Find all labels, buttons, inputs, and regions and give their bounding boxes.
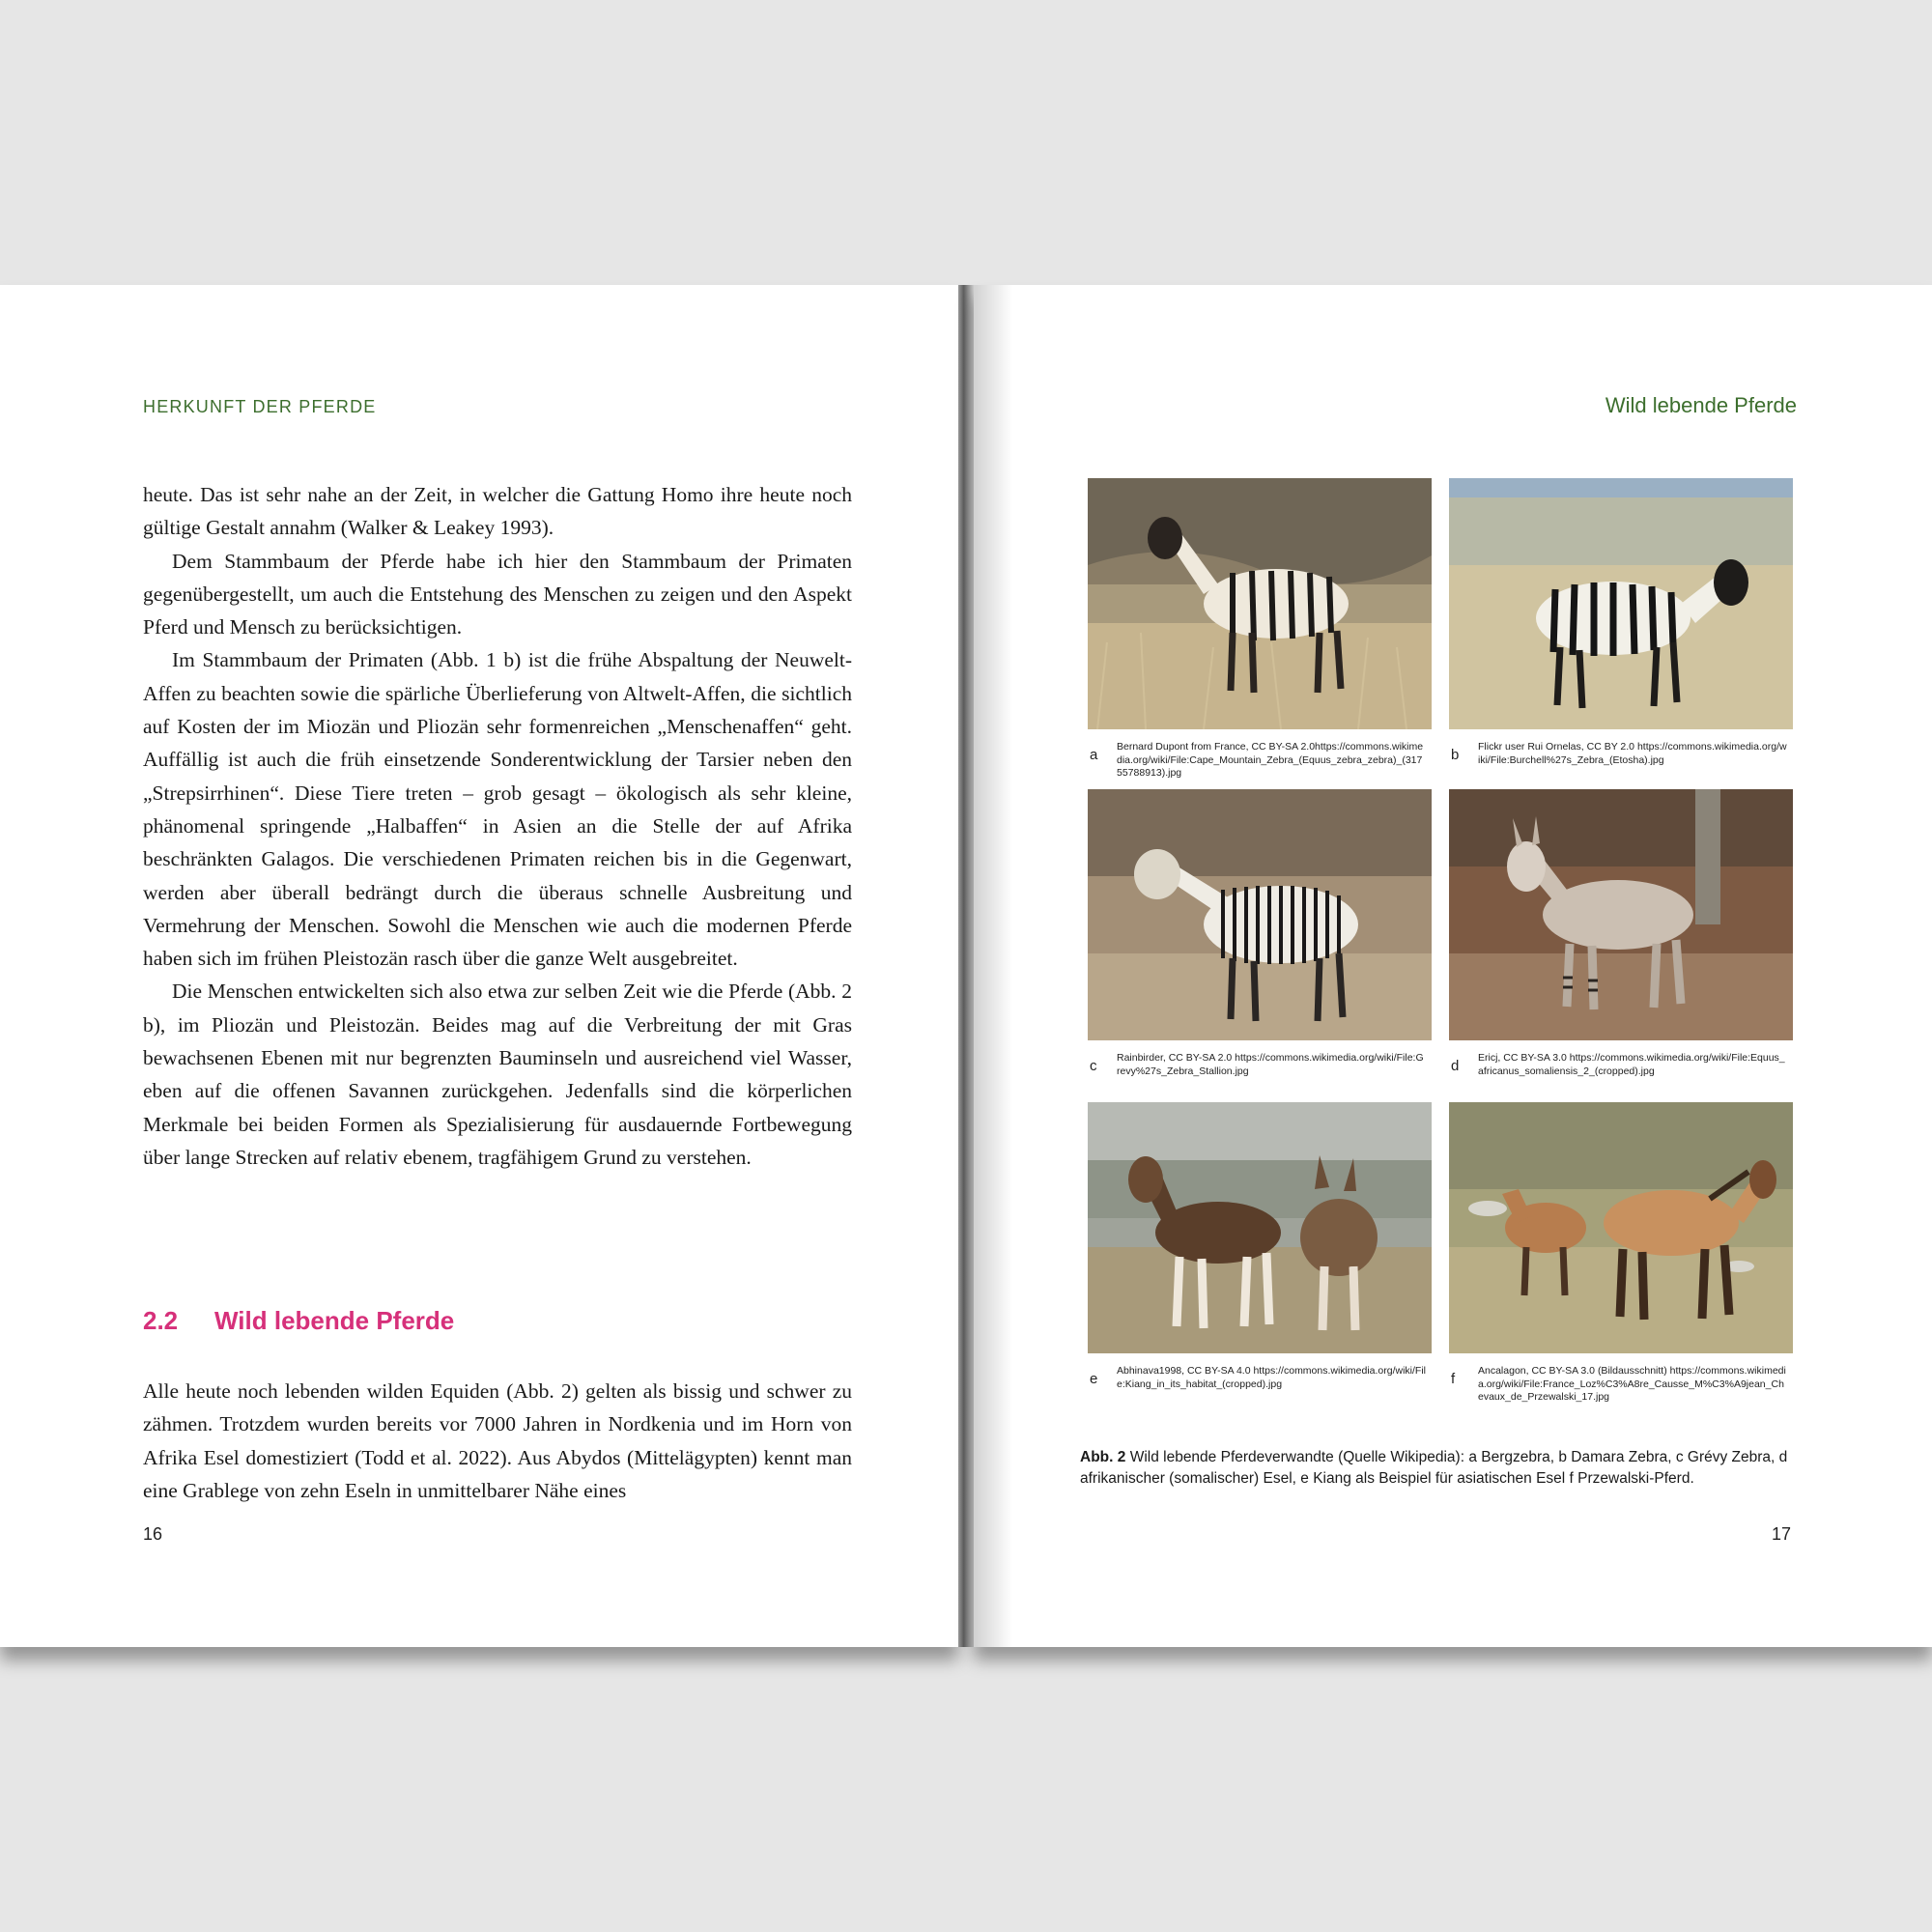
somali-donkey-image xyxy=(1449,789,1793,1040)
credit-letter-f: f xyxy=(1451,1371,1456,1387)
photo-b-plains-zebra xyxy=(1449,478,1793,729)
book-gutter xyxy=(958,285,974,1647)
page-number-left: 16 xyxy=(143,1524,163,1544)
caption-text: Wild lebende Pferdeverwandte (Quelle Wikipedia): a Bergzebra, b Damara Zebra, c Grévy Zebra, d afrikanischer (somalischer) Esel, e Kiang als Beispiel für asiatischen Esel f Przewalski-Pferd. xyxy=(1080,1449,1788,1487)
credit-text-b: Flickr user Rui Ornelas, CC BY 2.0 https://commons.wikimedia.org/wiki/File:Burchell%27s_Zebra_(Etosha).jpg xyxy=(1478,741,1787,766)
mountain-zebra-image xyxy=(1088,478,1432,729)
section-paragraph: Alle heute noch lebenden wilden Equiden (Abb. 2) gelten als bissig und schwer zu zähmen. Trotzdem wurden bereits vor 7000 Jahren in Nordkenia und im Horn von Afrika Esel domestiziert (Todd et al. 2022). Aus Abydos (Mittelägypten) kennt man eine Grablege von zehn Eseln in unmittelbarer Nähe eines xyxy=(143,1379,852,1502)
photo-d-somali-donkey xyxy=(1449,789,1793,1040)
paragraph-1: heute. Das ist sehr nahe an der Zeit, in welcher die Gattung Homo ihre heute noch gültige Gestalt annahm (Walker & Leakey 1993). xyxy=(143,483,852,540)
grevy-zebra-image xyxy=(1088,789,1432,1040)
credit-text-a: Bernard Dupont from France, CC BY-SA 2.0https://commons.wikimedia.org/wiki/File:Cape_Mountain_Zebra_(Equus_zebra_zebra)_(31755788913).jpg xyxy=(1117,741,1424,779)
credit-text-e: Abhinava1998, CC BY-SA 4.0 https://commons.wikimedia.org/wiki/File:Kiang_in_its_habitat_(cropped).jpg xyxy=(1117,1365,1427,1390)
paragraph-2: Dem Stammbaum der Pferde habe ich hier den Stammbaum der Primaten gegenübergestellt, um auch die Entstehung des Menschen zu zeigen und den Aspekt Pferd und Mensch zu berücksichtigen. xyxy=(143,549,852,639)
photo-f-przewalski-horse xyxy=(1449,1102,1793,1353)
caption-label: Abb. 2 xyxy=(1080,1449,1126,1465)
przewalski-horse-image xyxy=(1449,1102,1793,1353)
gutter-shadow xyxy=(974,285,1012,1647)
section-title: Wild lebende Pferde xyxy=(214,1306,455,1335)
section-body xyxy=(143,1375,852,1507)
running-head-left: HERKUNFT DER PFERDE xyxy=(143,397,377,416)
section-number: 2.2 xyxy=(143,1306,179,1335)
running-head-right: Wild lebende Pferde xyxy=(1605,393,1797,417)
photo-e-kiang xyxy=(1088,1102,1432,1353)
photo-c-grevy-zebra xyxy=(1088,789,1432,1040)
credit-text-f: Ancalagon, CC BY-SA 3.0 (Bildausschnitt) https://commons.wikimedia.org/wiki/File:France_Loz%C3%A8re_Causse_M%C3%A9jean_Chevaux_de_Przewalski_17.jpg xyxy=(1478,1365,1786,1403)
credit-text-d: Ericj, CC BY-SA 3.0 https://commons.wikimedia.org/wiki/File:Equus_africanus_somaliensis_2_(cropped).jpg xyxy=(1478,1052,1785,1077)
book-spread xyxy=(0,285,1932,1647)
figure-caption xyxy=(1080,1447,1803,1490)
paragraph-4: Die Menschen entwickelten sich also etwa zur selben Zeit wie die Pferde (Abb. 2 b), im Pliozän und Pleistozän. Beides mag auf die Verbreitung der mit Gras bewachsenen Ebenen mit nur begrenzten Bauminseln und ausreichend viel Wasser, eben auf die offenen Savannen zurückgehen. Jedenfalls sind die körperlichen Merkmale bei beiden Formen als Spezialisierung für ausdauernde Fortbewegung über lange Strecken auf relativ ebenem, tragfähigem Grund zu verstehen. xyxy=(143,980,852,1169)
left-page xyxy=(0,285,958,1647)
credit-letter-b: b xyxy=(1451,747,1460,763)
credit-letter-d: d xyxy=(1451,1058,1460,1074)
credit-letter-a: a xyxy=(1090,747,1098,763)
body-text xyxy=(143,478,852,1174)
credit-letter-c: c xyxy=(1090,1058,1097,1074)
plains-zebra-image xyxy=(1449,478,1793,729)
section-heading xyxy=(143,1306,454,1336)
credit-letter-e: e xyxy=(1090,1371,1098,1387)
paragraph-3: Im Stammbaum der Primaten (Abb. 1 b) ist die frühe Abspaltung der Neuwelt-Affen zu beachten sowie die spärliche Überlieferung von Altwelt-Affen, die sichtlich auf Kosten der im Miozän und Pliozän sehr formenreichen „Menschenaffen“ geht. Auffällig ist auch die früh einsetzende Sonderentwicklung der Tarsier neben den „Strepsirrhinen“. Diese Tiere treten – grob gesagt – ökologisch als sehr kleine, phänomenal springende „Halbaffen“ in Asien an die Stelle der auf Afrika beschränkten Galagos. Die verschiedenen Primaten reichen bis in die Gegenwart, werden aber überall bedrängt durch die überaus schnelle Ausbreitung und Vermehrung der Menschen. Sowohl die Menschen wie auch die modernen Pferde haben sich im frühen Pleistozän rasch über die ganze Welt ausgebreitet. xyxy=(143,648,852,971)
photo-a-mountain-zebra xyxy=(1088,478,1432,729)
kiang-image xyxy=(1088,1102,1432,1353)
page-number-right: 17 xyxy=(1771,1524,1791,1544)
credit-text-c: Rainbirder, CC BY-SA 2.0 https://commons.wikimedia.org/wiki/File:Grevy%27s_Zebra_Stallion.jpg xyxy=(1117,1052,1424,1077)
